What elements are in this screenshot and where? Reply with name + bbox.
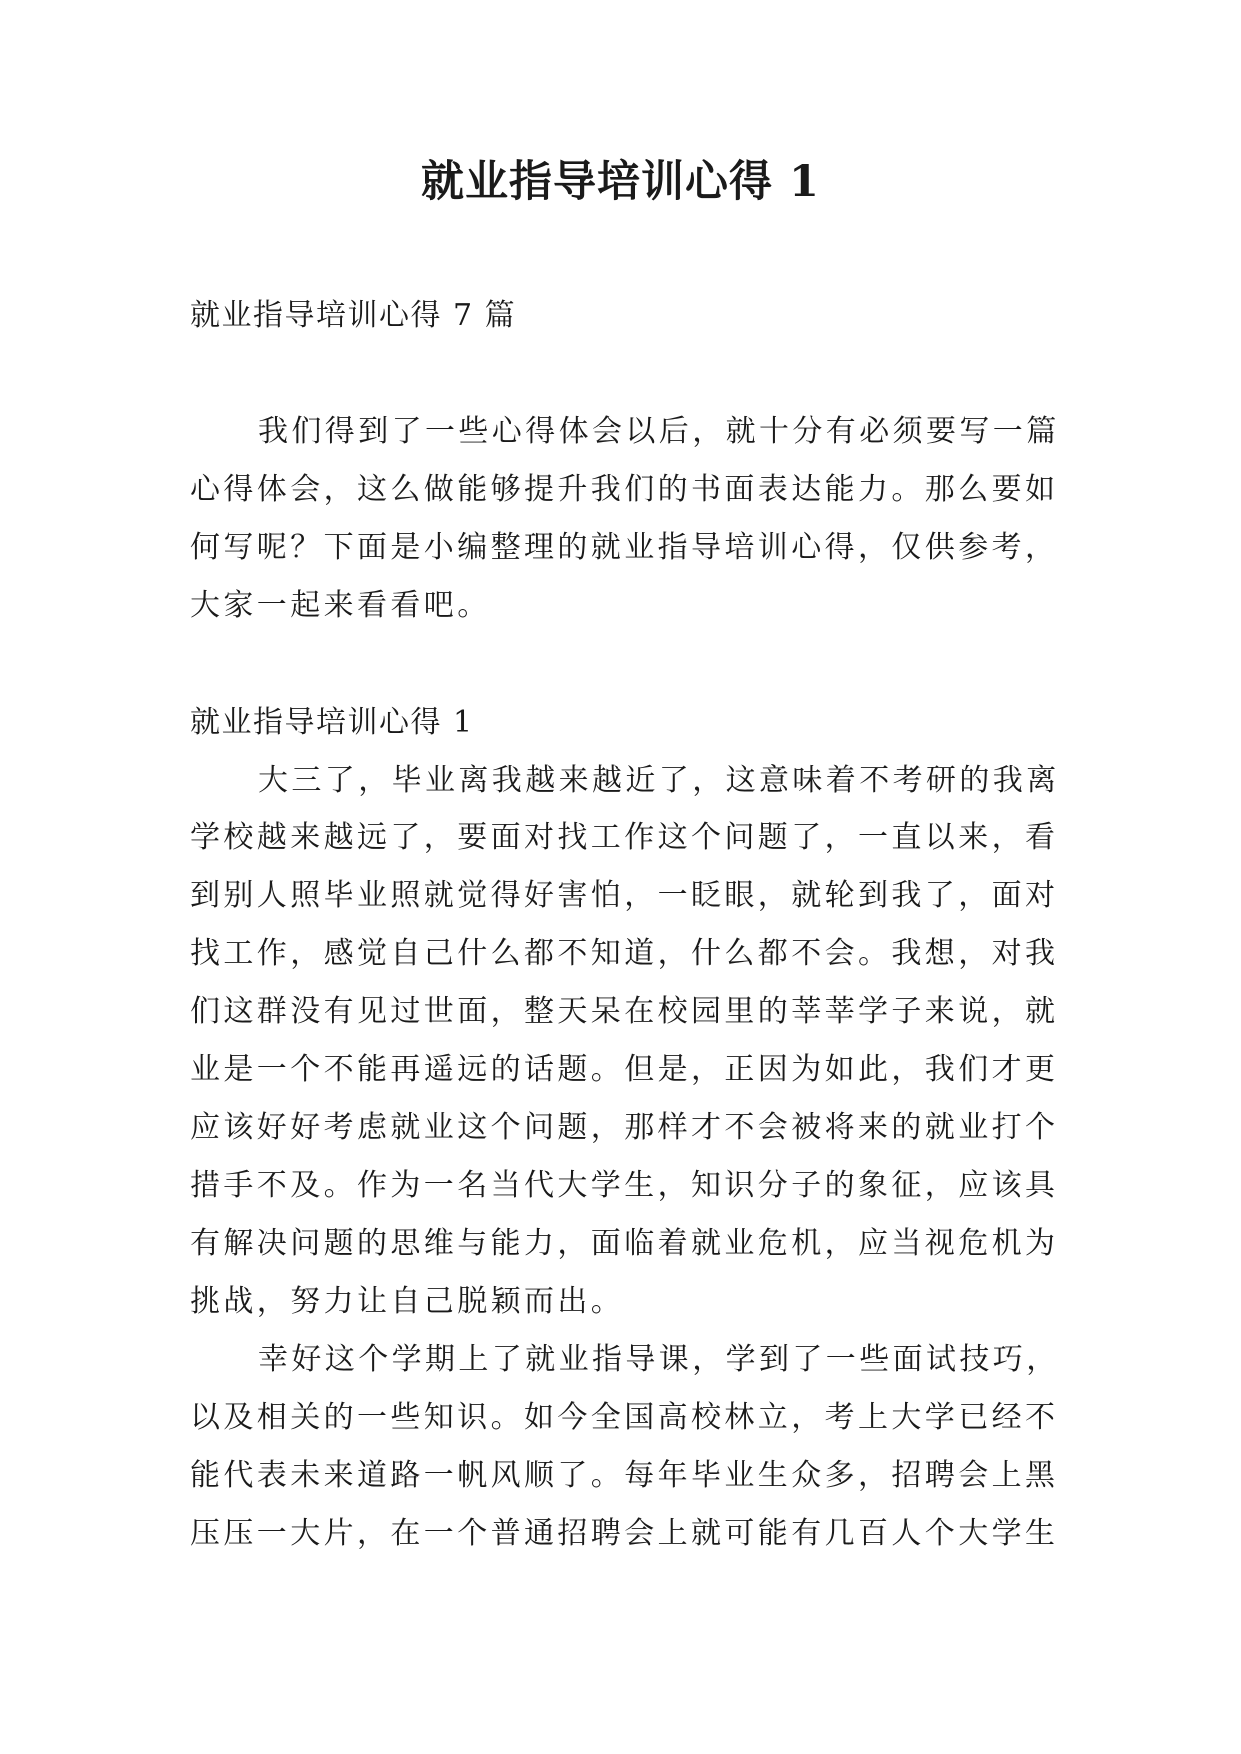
paragraph-line: 们这群没有见过世面，整天呆在校园里的莘莘学子来说，就 <box>190 994 1059 1029</box>
paragraph-line: 到别人照毕业照就觉得好害怕，一眨眼，就轮到我了，面对 <box>190 878 1059 913</box>
paragraph-line: 措手不及。作为一名当代大学生，知识分子的象征，应该具 <box>190 1168 1059 1203</box>
paragraph-line: 应该好好考虑就业这个问题，那样才不会被将来的就业打个 <box>190 1110 1059 1145</box>
document-title: 就业指导培训心得 1 <box>421 157 820 207</box>
paragraph-line: 业是一个不能再遥远的话题。但是，正因为如此，我们才更 <box>190 1052 1059 1087</box>
intro-line: 何写呢？下面是小编整理的就业指导培训心得，仅供参考， <box>190 530 1059 565</box>
section-heading: 就业指导培训心得 1 <box>190 705 474 740</box>
paragraph-line: 幸好这个学期上了就业指导课，学到了一些面试技巧， <box>258 1342 1060 1377</box>
intro-line: 大家一起来看看吧。 <box>190 588 491 623</box>
paragraph-line: 找工作，感觉自己什么都不知道，什么都不会。我想，对我 <box>190 936 1059 971</box>
paragraph-line: 以及相关的一些知识。如今全国高校林立，考上大学已经不 <box>190 1400 1059 1435</box>
intro-line: 心得体会，这么做能够提升我们的书面表达能力。那么要如 <box>190 472 1059 507</box>
document-subtitle: 就业指导培训心得 7 篇 <box>190 298 517 333</box>
paragraph-line: 挑战，努力让自己脱颖而出。 <box>190 1284 625 1319</box>
paragraph-line: 学校越来越远了，要面对找工作这个问题了，一直以来，看 <box>190 820 1059 855</box>
intro-line: 我们得到了一些心得体会以后，就十分有必须要写一篇 <box>258 414 1060 449</box>
paragraph-line: 压压一大片，在一个普通招聘会上就可能有几百人个大学生 <box>190 1516 1059 1551</box>
paragraph-line: 能代表未来道路一帆风顺了。每年毕业生众多，招聘会上黑 <box>190 1458 1059 1493</box>
paragraph-line: 有解决问题的思维与能力，面临着就业危机，应当视危机为 <box>190 1226 1059 1261</box>
paragraph-line: 大三了，毕业离我越来越近了，这意味着不考研的我离 <box>258 763 1060 798</box>
